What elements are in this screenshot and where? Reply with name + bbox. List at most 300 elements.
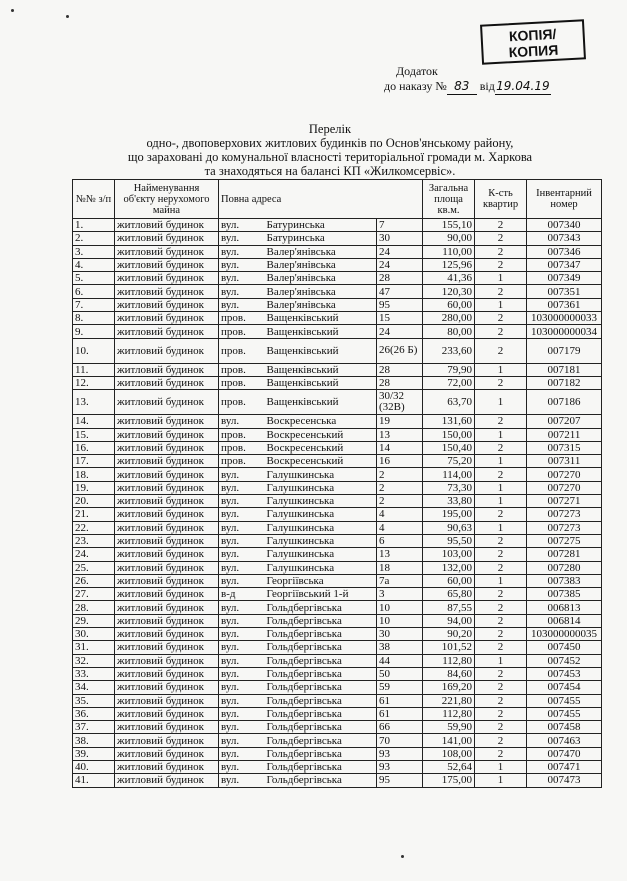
object-name: житловий будинок: [115, 734, 219, 747]
row-number: 39.: [73, 747, 115, 760]
row-number: 38.: [73, 734, 115, 747]
street-type: вул.: [219, 548, 265, 561]
scan-speck: [11, 9, 14, 12]
house-number: 30: [377, 232, 423, 245]
table-row: [73, 707, 602, 720]
total-area: 41,36: [423, 272, 475, 285]
street-type: вул.: [219, 521, 265, 534]
total-area: 112,80: [423, 707, 475, 720]
house-number: 93: [377, 747, 423, 760]
total-area: 132,00: [423, 561, 475, 574]
street-name: Гольдбергівська: [265, 667, 377, 680]
apartment-count: 2: [475, 641, 527, 654]
inventory-number: 007270: [527, 481, 602, 494]
house-number: 50: [377, 667, 423, 680]
row-number: 30.: [73, 628, 115, 641]
house-number: 7: [377, 219, 423, 232]
total-area: 90,00: [423, 232, 475, 245]
table-row: [73, 721, 602, 734]
row-number: 6.: [73, 285, 115, 298]
total-area: 59,90: [423, 721, 475, 734]
street-name: Валер'янівська: [265, 298, 377, 311]
inventory-number: 006814: [527, 614, 602, 627]
table-row: [73, 390, 602, 415]
house-number: 24: [377, 245, 423, 258]
street-type: пров.: [219, 338, 265, 363]
header-area: Загальна площа кв.м.: [423, 180, 475, 219]
street-type: вул.: [219, 561, 265, 574]
street-type: вул.: [219, 272, 265, 285]
table-row: [73, 601, 602, 614]
street-name: Галушкинська: [265, 481, 377, 494]
total-area: 80,00: [423, 325, 475, 338]
object-name: житловий будинок: [115, 441, 219, 454]
apartment-count: 1: [475, 428, 527, 441]
order-reference: [384, 79, 551, 95]
header-no: №№ з/п: [73, 180, 115, 219]
house-number: 28: [377, 363, 423, 376]
apartment-count: 2: [475, 258, 527, 271]
street-type: вул.: [219, 258, 265, 271]
street-name: Ващенківський: [265, 376, 377, 389]
house-number: 47: [377, 285, 423, 298]
street-type: вул.: [219, 601, 265, 614]
document-title: [90, 122, 570, 178]
order-prefix: до наказу №: [384, 79, 447, 93]
object-name: житловий будинок: [115, 338, 219, 363]
house-number: 7а: [377, 574, 423, 587]
title-line-1: Перелік: [308, 122, 352, 136]
object-name: житловий будинок: [115, 641, 219, 654]
order-date: 19.04.19: [496, 79, 550, 93]
object-name: житловий будинок: [115, 654, 219, 667]
table-row: [73, 734, 602, 747]
table-row: [73, 298, 602, 311]
table-row: [73, 428, 602, 441]
row-number: 2.: [73, 232, 115, 245]
table-row: [73, 441, 602, 454]
table-header-row: [73, 180, 602, 219]
house-number: 2: [377, 495, 423, 508]
row-number: 41.: [73, 774, 115, 787]
apartment-count: 2: [475, 534, 527, 547]
street-name: Георгіївська: [265, 574, 377, 587]
street-type: вул.: [219, 614, 265, 627]
apartment-count: 2: [475, 707, 527, 720]
house-number: 24: [377, 258, 423, 271]
object-name: житловий будинок: [115, 548, 219, 561]
street-name: Воскресенський: [265, 428, 377, 441]
row-number: 3.: [73, 245, 115, 258]
object-name: житловий будинок: [115, 694, 219, 707]
inventory-number: 007463: [527, 734, 602, 747]
total-area: 112,80: [423, 654, 475, 667]
row-number: 8.: [73, 312, 115, 325]
street-type: вул.: [219, 534, 265, 547]
house-number: 93: [377, 760, 423, 773]
apartment-count: 2: [475, 415, 527, 428]
apartment-count: 1: [475, 390, 527, 415]
street-type: вул.: [219, 481, 265, 494]
object-name: житловий будинок: [115, 561, 219, 574]
street-name: Гольдбергівська: [265, 747, 377, 760]
table-row: [73, 561, 602, 574]
apartment-count: 1: [475, 363, 527, 376]
addendum-header: [384, 64, 551, 95]
total-area: 87,55: [423, 601, 475, 614]
date-prefix: від: [479, 79, 495, 93]
house-number: 61: [377, 707, 423, 720]
total-area: 155,10: [423, 219, 475, 232]
inventory-number: 007271: [527, 495, 602, 508]
object-name: житловий будинок: [115, 481, 219, 494]
object-name: житловий будинок: [115, 455, 219, 468]
apartment-count: 2: [475, 232, 527, 245]
street-type: вул.: [219, 667, 265, 680]
street-name: Гольдбергівська: [265, 734, 377, 747]
inventory-number: 007270: [527, 468, 602, 481]
object-name: житловий будинок: [115, 468, 219, 481]
row-number: 28.: [73, 601, 115, 614]
table-row: [73, 481, 602, 494]
apartment-count: 2: [475, 561, 527, 574]
street-name: Валер'янівська: [265, 272, 377, 285]
apartment-count: 2: [475, 508, 527, 521]
street-type: вул.: [219, 681, 265, 694]
inventory-number: 103000000034: [527, 325, 602, 338]
street-type: вул.: [219, 734, 265, 747]
inventory-number: 007275: [527, 534, 602, 547]
apartment-count: 2: [475, 601, 527, 614]
total-area: 169,20: [423, 681, 475, 694]
object-name: житловий будинок: [115, 232, 219, 245]
stamp-line-2: КОПИЯ: [508, 41, 559, 61]
house-number: 70: [377, 734, 423, 747]
street-type: пров.: [219, 325, 265, 338]
object-name: житловий будинок: [115, 721, 219, 734]
street-name: Гольдбергівська: [265, 654, 377, 667]
house-number: 10: [377, 614, 423, 627]
row-number: 1.: [73, 219, 115, 232]
row-number: 31.: [73, 641, 115, 654]
row-number: 19.: [73, 481, 115, 494]
inventory-number: 103000000035: [527, 628, 602, 641]
total-area: 103,00: [423, 548, 475, 561]
row-number: 13.: [73, 390, 115, 415]
object-name: житловий будинок: [115, 390, 219, 415]
street-type: в-д: [219, 588, 265, 601]
apartment-count: 2: [475, 312, 527, 325]
house-number: 30/32 (32В): [377, 390, 423, 415]
total-area: 131,60: [423, 415, 475, 428]
total-area: 150,40: [423, 441, 475, 454]
house-number: 61: [377, 694, 423, 707]
object-name: житловий будинок: [115, 628, 219, 641]
title-line-2: одно-, двоповерхових житлових будинків по Основ'янському району,: [146, 136, 514, 150]
inventory-number: 007273: [527, 508, 602, 521]
total-area: 233,60: [423, 338, 475, 363]
table-row: [73, 774, 602, 787]
row-number: 32.: [73, 654, 115, 667]
total-area: 60,00: [423, 574, 475, 587]
street-name: Ващенківський: [265, 363, 377, 376]
table-row: [73, 574, 602, 587]
inventory-number: 007281: [527, 548, 602, 561]
row-number: 22.: [73, 521, 115, 534]
title-line-3: що зараховані до комунальної власності територіальної громади м. Харкова: [127, 150, 533, 164]
inventory-number: 007207: [527, 415, 602, 428]
inventory-number: 007455: [527, 707, 602, 720]
object-name: житловий будинок: [115, 534, 219, 547]
inventory-number: 007385: [527, 588, 602, 601]
inventory-number: 006813: [527, 601, 602, 614]
inventory-number: 007383: [527, 574, 602, 587]
object-name: житловий будинок: [115, 574, 219, 587]
street-name: Галушкинська: [265, 521, 377, 534]
house-number: 2: [377, 468, 423, 481]
total-area: 72,00: [423, 376, 475, 389]
title-line-4: та знаходяться на балансі КП «Жилкомсервіс».: [204, 164, 456, 178]
row-number: 17.: [73, 455, 115, 468]
house-number: 3: [377, 588, 423, 601]
table-row: [73, 508, 602, 521]
row-number: 7.: [73, 298, 115, 311]
street-type: вул.: [219, 747, 265, 760]
object-name: житловий будинок: [115, 258, 219, 271]
table-row: [73, 415, 602, 428]
total-area: 195,00: [423, 508, 475, 521]
apartment-count: 2: [475, 245, 527, 258]
table-row: [73, 376, 602, 389]
street-type: вул.: [219, 495, 265, 508]
inventory-number: 007179: [527, 338, 602, 363]
street-name: Гольдбергівська: [265, 721, 377, 734]
inventory-number: 007471: [527, 760, 602, 773]
object-name: житловий будинок: [115, 298, 219, 311]
row-number: 11.: [73, 363, 115, 376]
row-number: 33.: [73, 667, 115, 680]
street-name: Гольдбергівська: [265, 614, 377, 627]
inventory-number: 007346: [527, 245, 602, 258]
object-name: житловий будинок: [115, 667, 219, 680]
apartment-count: 2: [475, 325, 527, 338]
table-row: [73, 588, 602, 601]
object-name: житловий будинок: [115, 614, 219, 627]
table-row: [73, 628, 602, 641]
table-row: [73, 654, 602, 667]
object-name: житловий будинок: [115, 325, 219, 338]
object-name: житловий будинок: [115, 508, 219, 521]
total-area: 84,60: [423, 667, 475, 680]
house-number: 38: [377, 641, 423, 654]
total-area: 90,20: [423, 628, 475, 641]
inventory-number: 007455: [527, 694, 602, 707]
row-number: 9.: [73, 325, 115, 338]
street-name: Батуринська: [265, 219, 377, 232]
object-name: житловий будинок: [115, 601, 219, 614]
street-type: вул.: [219, 694, 265, 707]
inventory-number: 103000000033: [527, 312, 602, 325]
apartment-count: 2: [475, 628, 527, 641]
street-type: вул.: [219, 232, 265, 245]
house-number: 28: [377, 376, 423, 389]
inventory-number: 007343: [527, 232, 602, 245]
street-type: вул.: [219, 245, 265, 258]
row-number: 40.: [73, 760, 115, 773]
total-area: 73,30: [423, 481, 475, 494]
object-name: житловий будинок: [115, 760, 219, 773]
table-row: [73, 245, 602, 258]
street-type: вул.: [219, 574, 265, 587]
inventory-number: 007315: [527, 441, 602, 454]
house-number: 4: [377, 508, 423, 521]
row-number: 12.: [73, 376, 115, 389]
total-area: 114,00: [423, 468, 475, 481]
table-row: [73, 667, 602, 680]
street-type: вул.: [219, 219, 265, 232]
scan-speck: [401, 855, 404, 858]
house-number: 10: [377, 601, 423, 614]
house-number: 24: [377, 325, 423, 338]
apartment-count: 2: [475, 441, 527, 454]
house-number: 66: [377, 721, 423, 734]
inventory-number: 007349: [527, 272, 602, 285]
apartment-count: 1: [475, 481, 527, 494]
inventory-number: 007450: [527, 641, 602, 654]
street-name: Галушкинська: [265, 548, 377, 561]
house-number: 4: [377, 521, 423, 534]
apartment-count: 2: [475, 468, 527, 481]
inventory-number: 007351: [527, 285, 602, 298]
inventory-number: 007280: [527, 561, 602, 574]
inventory-number: 007211: [527, 428, 602, 441]
total-area: 65,80: [423, 588, 475, 601]
street-name: Ващенківський: [265, 390, 377, 415]
table-row: [73, 641, 602, 654]
object-name: житловий будинок: [115, 774, 219, 787]
object-name: житловий будинок: [115, 747, 219, 760]
house-number: 28: [377, 272, 423, 285]
header-apartments: К-сть квартир: [475, 180, 527, 219]
street-name: Галушкинська: [265, 495, 377, 508]
total-area: 125,96: [423, 258, 475, 271]
apartment-count: 1: [475, 654, 527, 667]
total-area: 63,70: [423, 390, 475, 415]
total-area: 79,90: [423, 363, 475, 376]
object-name: житловий будинок: [115, 521, 219, 534]
house-number: 30: [377, 628, 423, 641]
table-row: [73, 338, 602, 363]
house-number: 18: [377, 561, 423, 574]
inventory-number: 007361: [527, 298, 602, 311]
total-area: 75,20: [423, 455, 475, 468]
street-name: Галушкинська: [265, 561, 377, 574]
street-name: Георгіївський 1-й: [265, 588, 377, 601]
street-type: пров.: [219, 441, 265, 454]
house-number: 26(26 Б): [377, 338, 423, 363]
inventory-number: 007340: [527, 219, 602, 232]
house-number: 13: [377, 428, 423, 441]
row-number: 10.: [73, 338, 115, 363]
row-number: 24.: [73, 548, 115, 561]
inventory-number: 007453: [527, 667, 602, 680]
house-number: 16: [377, 455, 423, 468]
house-number: 15: [377, 312, 423, 325]
street-name: Валер'янівська: [265, 245, 377, 258]
object-name: житловий будинок: [115, 681, 219, 694]
apartment-count: 2: [475, 614, 527, 627]
street-type: вул.: [219, 415, 265, 428]
apartment-count: 1: [475, 774, 527, 787]
house-number: 95: [377, 774, 423, 787]
house-number: 44: [377, 654, 423, 667]
table-row: [73, 363, 602, 376]
street-type: вул.: [219, 628, 265, 641]
street-type: вул.: [219, 298, 265, 311]
street-type: пров.: [219, 312, 265, 325]
object-name: житловий будинок: [115, 376, 219, 389]
total-area: 221,80: [423, 694, 475, 707]
row-number: 16.: [73, 441, 115, 454]
total-area: 120,30: [423, 285, 475, 298]
inventory-number: 007452: [527, 654, 602, 667]
inventory-number: 007347: [527, 258, 602, 271]
street-name: Гольдбергівська: [265, 641, 377, 654]
row-number: 37.: [73, 721, 115, 734]
street-name: Воскресенська: [265, 415, 377, 428]
total-area: 175,00: [423, 774, 475, 787]
house-number: 95: [377, 298, 423, 311]
table-row: [73, 681, 602, 694]
street-type: пров.: [219, 428, 265, 441]
inventory-number: 007311: [527, 455, 602, 468]
street-name: Воскресенський: [265, 455, 377, 468]
row-number: 26.: [73, 574, 115, 587]
apartment-count: 2: [475, 376, 527, 389]
apartment-count: 1: [475, 521, 527, 534]
apartment-count: 2: [475, 285, 527, 298]
inventory-number: 007186: [527, 390, 602, 415]
total-area: 90,63: [423, 521, 475, 534]
row-number: 21.: [73, 508, 115, 521]
street-name: Галушкинська: [265, 508, 377, 521]
street-type: вул.: [219, 508, 265, 521]
row-number: 25.: [73, 561, 115, 574]
street-name: Валер'янівська: [265, 285, 377, 298]
object-name: житловий будинок: [115, 588, 219, 601]
street-name: Батуринська: [265, 232, 377, 245]
table-row: [73, 272, 602, 285]
street-type: вул.: [219, 774, 265, 787]
copy-stamp: [480, 19, 586, 64]
object-name: житловий будинок: [115, 707, 219, 720]
street-type: вул.: [219, 285, 265, 298]
street-type: вул.: [219, 707, 265, 720]
street-type: вул.: [219, 641, 265, 654]
table-row: [73, 258, 602, 271]
street-name: Гольдбергівська: [265, 774, 377, 787]
total-area: 280,00: [423, 312, 475, 325]
inventory-number: 007470: [527, 747, 602, 760]
apartment-count: 1: [475, 760, 527, 773]
buildings-table: [72, 179, 602, 788]
total-area: 52,64: [423, 760, 475, 773]
apartment-count: 2: [475, 548, 527, 561]
row-number: 29.: [73, 614, 115, 627]
apartment-count: 2: [475, 721, 527, 734]
table-row: [73, 548, 602, 561]
table-row: [73, 219, 602, 232]
